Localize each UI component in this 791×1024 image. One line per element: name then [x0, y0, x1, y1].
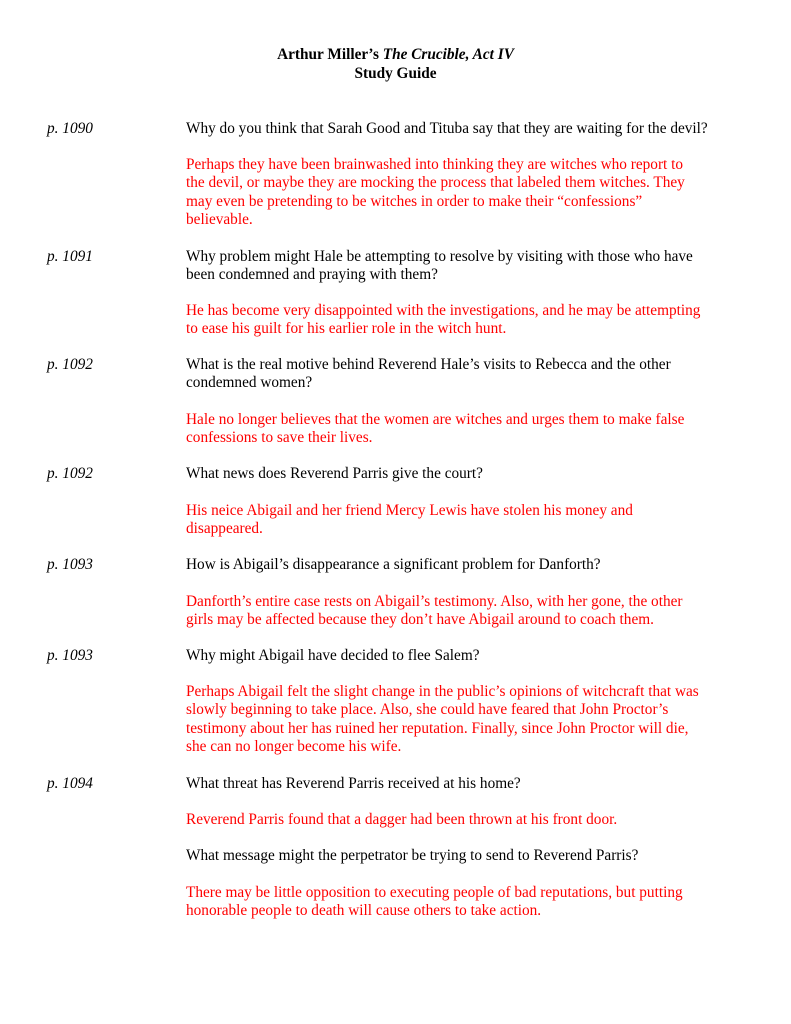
answer	[186, 884, 683, 921]
answer-line: Perhaps Abigail felt the slight change in the public’s opinions of witchcraft that was	[186, 683, 699, 700]
answer	[186, 156, 685, 229]
title-work: The Crucible, Act IV	[382, 46, 514, 63]
answer-line: may even be pretending to be witches in order to make their “confessions”	[186, 192, 643, 210]
answer-line: the devil, or maybe they are mocking the process that labeled them witches. They	[186, 174, 685, 192]
answer-line: slowly beginning to take place. Also, she could have feared that John Proctor’s	[186, 701, 669, 719]
page-reference: p. 1091	[47, 248, 93, 265]
answer	[186, 683, 699, 756]
question-line: How is Abigail’s disappearance a significant problem for Danforth?	[186, 556, 601, 573]
answer-line: disappeared.	[186, 520, 263, 538]
question	[186, 556, 601, 574]
answer-line: His neice Abigail and her friend Mercy Lewis have stolen his money and	[186, 502, 633, 519]
page-reference: p. 1092	[47, 465, 93, 482]
question	[186, 647, 480, 665]
question-line: What is the real motive behind Reverend Hale’s visits to Rebecca and the other	[186, 356, 671, 373]
question	[186, 465, 483, 483]
answer-line: believable.	[186, 210, 253, 228]
answer-line: to ease his guilt for his earlier role in the witch hunt.	[186, 320, 507, 338]
question	[186, 248, 693, 285]
page-reference: p. 1092	[47, 356, 93, 373]
page-reference: p. 1093	[47, 556, 93, 573]
question-line: What threat has Reverend Parris received at his home?	[186, 775, 521, 792]
answer-line: There may be little opposition to executing people of bad reputations, but putting	[186, 884, 683, 901]
question-line: condemned women?	[186, 374, 313, 392]
page-reference: p. 1090	[47, 120, 93, 137]
answer-line: girls may be affected because they don’t have Abigail around to coach them.	[186, 611, 654, 629]
answer-line: honorable people to death will cause others to take action.	[186, 902, 542, 920]
answer-line: she can no longer become his wife.	[186, 737, 402, 755]
document-subtitle: Study Guide	[354, 65, 437, 82]
answer-line: Perhaps they have been brainwashed into thinking they are witches who report to	[186, 156, 684, 173]
question	[186, 120, 708, 138]
answer	[186, 502, 633, 539]
answer	[186, 411, 684, 448]
question-line: Why problem might Hale be attempting to resolve by visiting with those who have	[186, 248, 693, 265]
title-author: Arthur Miller’s	[277, 46, 383, 63]
answer-line: Reverend Parris found that a dagger had been thrown at his front door.	[186, 811, 618, 828]
question-line: Why do you think that Sarah Good and Tituba say that they are waiting for the devil?	[186, 120, 708, 137]
question-line: been condemned and praying with them?	[186, 266, 438, 284]
answer-line: He has become very disappointed with the investigations, and he may be attempting	[186, 302, 701, 319]
question	[186, 775, 521, 793]
answer	[186, 811, 617, 829]
question	[186, 847, 638, 865]
answer	[186, 593, 682, 630]
question	[186, 356, 671, 393]
document-title	[0, 46, 791, 64]
question-line: What news does Reverend Parris give the court?	[186, 465, 483, 482]
page-reference: p. 1093	[47, 647, 93, 664]
answer	[186, 302, 700, 339]
answer-line: Danforth’s entire case rests on Abigail’s testimony. Also, with her gone, the other	[186, 593, 683, 610]
question-line: What message might the perpetrator be trying to send to Reverend Parris?	[186, 847, 639, 864]
answer-line: Hale no longer believes that the women are witches and urges them to make false	[186, 411, 685, 428]
answer-line: testimony about her has ruined her reputation. Finally, since John Proctor will die,	[186, 719, 689, 737]
page-reference: p. 1094	[47, 775, 93, 792]
question-line: Why might Abigail have decided to flee Salem?	[186, 647, 480, 664]
answer-line: confessions to save their lives.	[186, 429, 373, 447]
